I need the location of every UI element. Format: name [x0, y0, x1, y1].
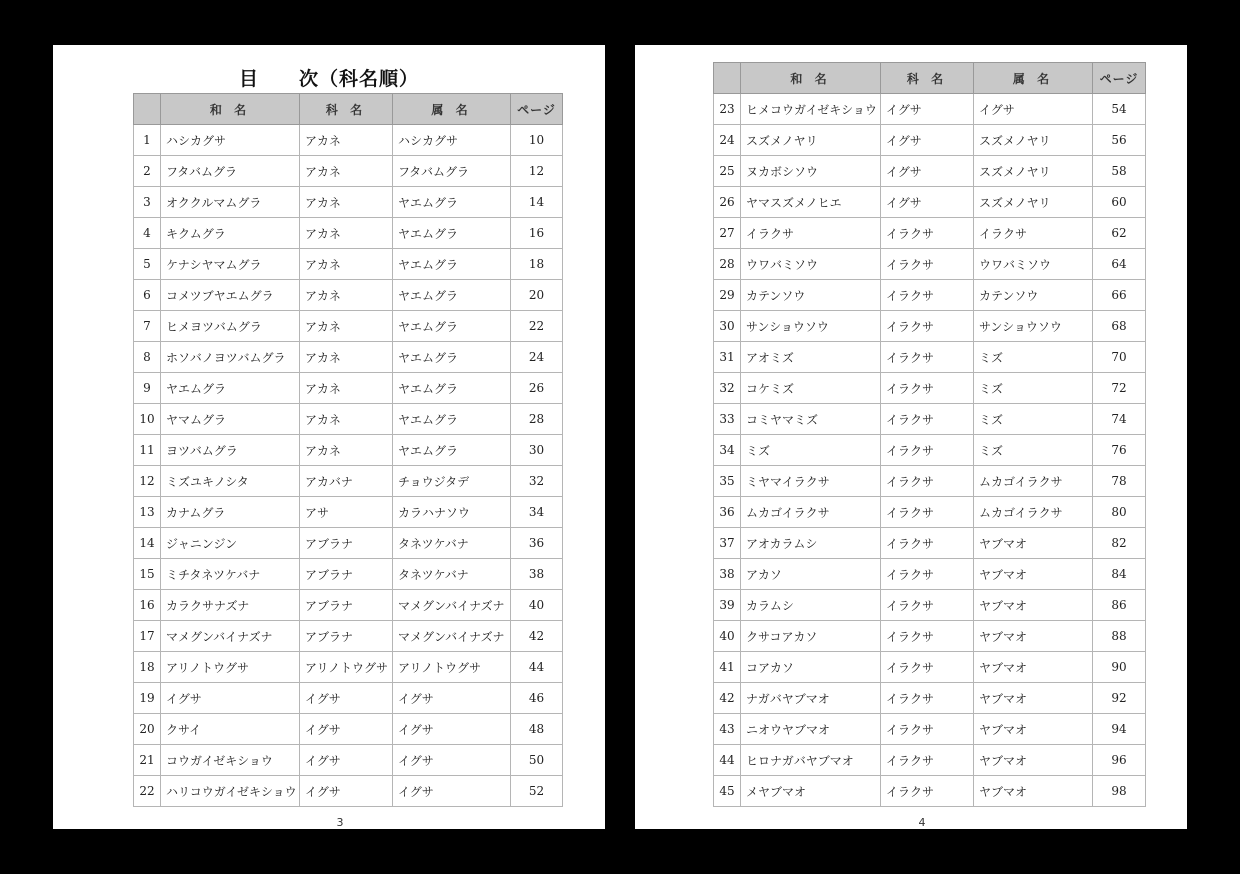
family-name: イラクサ: [881, 745, 974, 776]
genus-name: ムカゴイラクサ: [974, 497, 1093, 528]
genus-name: ヤエムグラ: [393, 435, 511, 466]
page-ref: 10: [511, 125, 563, 156]
entry-number: 44: [714, 745, 741, 776]
japanese-name: ミチタネツケバナ: [161, 559, 300, 590]
entry-number: 10: [134, 404, 161, 435]
genus-name: ヤエムグラ: [393, 249, 511, 280]
page-ref: 38: [511, 559, 563, 590]
genus-name: イグサ: [393, 745, 511, 776]
japanese-name: ミズ: [741, 435, 881, 466]
japanese-name: ケナシヤマムグラ: [161, 249, 300, 280]
page-ref: 82: [1093, 528, 1146, 559]
entry-number: 16: [134, 590, 161, 621]
japanese-name: フタバムグラ: [161, 156, 300, 187]
family-name: イラクサ: [881, 466, 974, 497]
japanese-name: コケミズ: [741, 373, 881, 404]
genus-name: ウワバミソウ: [974, 249, 1093, 280]
genus-name: タネツケバナ: [393, 559, 511, 590]
genus-name: イグサ: [974, 94, 1093, 125]
header-number: [134, 94, 161, 125]
page-ref: 70: [1093, 342, 1146, 373]
entry-number: 37: [714, 528, 741, 559]
page-ref: 18: [511, 249, 563, 280]
family-name: アカネ: [300, 342, 393, 373]
entry-number: 3: [134, 187, 161, 218]
entry-number: 30: [714, 311, 741, 342]
family-name: アカネ: [300, 125, 393, 156]
page-ref: 52: [511, 776, 563, 807]
japanese-name: カナムグラ: [161, 497, 300, 528]
table-row: [134, 373, 563, 404]
japanese-name: ハリコウガイゼキショウ: [161, 776, 300, 807]
entry-number: 2: [134, 156, 161, 187]
genus-name: カラハナソウ: [393, 497, 511, 528]
family-name: イグサ: [300, 714, 393, 745]
genus-name: ミズ: [974, 435, 1093, 466]
table-row: [714, 94, 1146, 125]
table-row: [134, 311, 563, 342]
header-genus: 属 名: [393, 94, 511, 125]
family-name: アブラナ: [300, 528, 393, 559]
table-row: [134, 249, 563, 280]
table-row: [714, 776, 1146, 807]
table-header-row: [714, 63, 1146, 94]
japanese-name: ホソバノヨツバムグラ: [161, 342, 300, 373]
genus-name: ヤブマオ: [974, 714, 1093, 745]
table-row: [714, 683, 1146, 714]
page-ref: 64: [1093, 249, 1146, 280]
family-name: アカネ: [300, 311, 393, 342]
genus-name: チョウジタデ: [393, 466, 511, 497]
family-name: イラクサ: [881, 683, 974, 714]
table-row: [134, 590, 563, 621]
page-ref: 14: [511, 187, 563, 218]
family-name: アカネ: [300, 218, 393, 249]
japanese-name: ヌカボシソウ: [741, 156, 881, 187]
table-row: [134, 280, 563, 311]
page-number-left: 3: [336, 816, 344, 829]
table-row: [714, 559, 1146, 590]
japanese-name: ヒロナガバヤブマオ: [741, 745, 881, 776]
page-ref: 66: [1093, 280, 1146, 311]
page-ref: 76: [1093, 435, 1146, 466]
page-ref: 42: [511, 621, 563, 652]
table-row: [714, 435, 1146, 466]
table-row: [714, 218, 1146, 249]
entry-number: 36: [714, 497, 741, 528]
entry-number: 34: [714, 435, 741, 466]
header-page: ページ: [511, 94, 563, 125]
genus-name: イグサ: [393, 714, 511, 745]
table-row: [714, 404, 1146, 435]
family-name: イラクサ: [881, 218, 974, 249]
table-header-row: [134, 94, 563, 125]
japanese-name: ヤマムグラ: [161, 404, 300, 435]
family-name: イラクサ: [881, 373, 974, 404]
family-name: アカネ: [300, 435, 393, 466]
family-name: アカネ: [300, 249, 393, 280]
page-number-right: 4: [918, 816, 926, 829]
family-name: イグサ: [300, 745, 393, 776]
japanese-name: カラムシ: [741, 590, 881, 621]
genus-name: ヤエムグラ: [393, 187, 511, 218]
japanese-name: アリノトウグサ: [161, 652, 300, 683]
genus-name: スズメノヤリ: [974, 156, 1093, 187]
toc-title: 目 次（科名順）: [238, 68, 419, 90]
family-name: イグサ: [300, 776, 393, 807]
toc-body-left: [134, 125, 563, 807]
japanese-name: サンショウソウ: [741, 311, 881, 342]
header-japanese-name: 和 名: [741, 63, 881, 94]
genus-name: マメグンバイナズナ: [393, 621, 511, 652]
genus-name: ヤエムグラ: [393, 373, 511, 404]
page-ref: 40: [511, 590, 563, 621]
toc-table-left: [133, 93, 563, 807]
entry-number: 21: [134, 745, 161, 776]
table-row: [714, 342, 1146, 373]
entry-number: 13: [134, 497, 161, 528]
family-name: アブラナ: [300, 559, 393, 590]
page-ref: 68: [1093, 311, 1146, 342]
family-name: イラクサ: [881, 404, 974, 435]
table-row: [134, 621, 563, 652]
japanese-name: キクムグラ: [161, 218, 300, 249]
page-ref: 54: [1093, 94, 1146, 125]
page-ref: 96: [1093, 745, 1146, 776]
japanese-name: カテンソウ: [741, 280, 881, 311]
entry-number: 17: [134, 621, 161, 652]
entry-number: 28: [714, 249, 741, 280]
entry-number: 38: [714, 559, 741, 590]
family-name: アカバナ: [300, 466, 393, 497]
table-row: [714, 187, 1146, 218]
header-family: 科 名: [881, 63, 974, 94]
table-row: [134, 218, 563, 249]
family-name: イグサ: [881, 187, 974, 218]
page-ref: 16: [511, 218, 563, 249]
family-name: イラクサ: [881, 280, 974, 311]
table-row: [134, 714, 563, 745]
family-name: イラクサ: [881, 714, 974, 745]
page-ref: 34: [511, 497, 563, 528]
family-name: イラクサ: [881, 435, 974, 466]
family-name: イラクサ: [881, 776, 974, 807]
entry-number: 11: [134, 435, 161, 466]
genus-name: アリノトウグサ: [393, 652, 511, 683]
page-ref: 62: [1093, 218, 1146, 249]
table-row: [714, 125, 1146, 156]
entry-number: 40: [714, 621, 741, 652]
table-row: [714, 497, 1146, 528]
table-row: [714, 528, 1146, 559]
japanese-name: コアカソ: [741, 652, 881, 683]
table-row: [714, 280, 1146, 311]
table-row: [714, 373, 1146, 404]
header-family: 科 名: [300, 94, 393, 125]
family-name: イグサ: [881, 125, 974, 156]
genus-name: スズメノヤリ: [974, 125, 1093, 156]
table-row: [134, 745, 563, 776]
japanese-name: ヒメヨツバムグラ: [161, 311, 300, 342]
family-name: アブラナ: [300, 621, 393, 652]
genus-name: ヤエムグラ: [393, 404, 511, 435]
page-ref: 36: [511, 528, 563, 559]
table-row: [134, 683, 563, 714]
page-ref: 60: [1093, 187, 1146, 218]
entry-number: 7: [134, 311, 161, 342]
entry-number: 1: [134, 125, 161, 156]
japanese-name: ヨツバムグラ: [161, 435, 300, 466]
header-number: [714, 63, 741, 94]
table-row: [714, 714, 1146, 745]
table-row: [134, 497, 563, 528]
page-ref: 50: [511, 745, 563, 776]
page-ref: 74: [1093, 404, 1146, 435]
family-name: イラクサ: [881, 497, 974, 528]
japanese-name: オククルマムグラ: [161, 187, 300, 218]
japanese-name: スズメノヤリ: [741, 125, 881, 156]
japanese-name: アカソ: [741, 559, 881, 590]
japanese-name: ジャニンジン: [161, 528, 300, 559]
genus-name: ヤブマオ: [974, 745, 1093, 776]
family-name: アカネ: [300, 187, 393, 218]
genus-name: マメグンバイナズナ: [393, 590, 511, 621]
table-row: [714, 652, 1146, 683]
genus-name: ヤブマオ: [974, 683, 1093, 714]
family-name: アブラナ: [300, 590, 393, 621]
page-ref: 46: [511, 683, 563, 714]
entry-number: 22: [134, 776, 161, 807]
japanese-name: クサイ: [161, 714, 300, 745]
genus-name: ヤブマオ: [974, 590, 1093, 621]
japanese-name: ミヤマイラクサ: [741, 466, 881, 497]
page-ref: 32: [511, 466, 563, 497]
entry-number: 27: [714, 218, 741, 249]
japanese-name: クサコアカソ: [741, 621, 881, 652]
page-ref: 22: [511, 311, 563, 342]
entry-number: 31: [714, 342, 741, 373]
family-name: イラクサ: [881, 311, 974, 342]
page-ref: 78: [1093, 466, 1146, 497]
page-ref: 88: [1093, 621, 1146, 652]
japanese-name: イラクサ: [741, 218, 881, 249]
family-name: イラクサ: [881, 528, 974, 559]
genus-name: ハシカグサ: [393, 125, 511, 156]
page-ref: 86: [1093, 590, 1146, 621]
entry-number: 29: [714, 280, 741, 311]
entry-number: 4: [134, 218, 161, 249]
japanese-name: ナガバヤブマオ: [741, 683, 881, 714]
entry-number: 41: [714, 652, 741, 683]
family-name: イラクサ: [881, 590, 974, 621]
page-ref: 28: [511, 404, 563, 435]
genus-name: サンショウソウ: [974, 311, 1093, 342]
toc-body-right: [714, 94, 1146, 807]
family-name: イラクサ: [881, 621, 974, 652]
genus-name: イグサ: [393, 683, 511, 714]
page-ref: 12: [511, 156, 563, 187]
genus-name: ミズ: [974, 373, 1093, 404]
japanese-name: イグサ: [161, 683, 300, 714]
table-row: [134, 435, 563, 466]
entry-number: 19: [134, 683, 161, 714]
genus-name: スズメノヤリ: [974, 187, 1093, 218]
table-row: [134, 559, 563, 590]
genus-name: ムカゴイラクサ: [974, 466, 1093, 497]
entry-number: 26: [714, 187, 741, 218]
japanese-name: コウガイゼキショウ: [161, 745, 300, 776]
japanese-name: ヤマスズメノヒエ: [741, 187, 881, 218]
table-row: [134, 528, 563, 559]
table-row: [134, 652, 563, 683]
entry-number: 5: [134, 249, 161, 280]
genus-name: ヤエムグラ: [393, 218, 511, 249]
genus-name: イラクサ: [974, 218, 1093, 249]
entry-number: 23: [714, 94, 741, 125]
family-name: イラクサ: [881, 559, 974, 590]
family-name: アサ: [300, 497, 393, 528]
family-name: イグサ: [300, 683, 393, 714]
genus-name: ヤブマオ: [974, 621, 1093, 652]
family-name: アカネ: [300, 156, 393, 187]
family-name: イラクサ: [881, 249, 974, 280]
page-ref: 72: [1093, 373, 1146, 404]
page-ref: 30: [511, 435, 563, 466]
genus-name: イグサ: [393, 776, 511, 807]
entry-number: 43: [714, 714, 741, 745]
page-ref: 26: [511, 373, 563, 404]
header-genus: 属 名: [974, 63, 1093, 94]
table-row: [134, 776, 563, 807]
page-ref: 90: [1093, 652, 1146, 683]
genus-name: ヤブマオ: [974, 652, 1093, 683]
table-row: [714, 156, 1146, 187]
family-name: イグサ: [881, 94, 974, 125]
table-row: [714, 745, 1146, 776]
japanese-name: メヤブマオ: [741, 776, 881, 807]
table-row: [134, 466, 563, 497]
page-ref: 58: [1093, 156, 1146, 187]
entry-number: 35: [714, 466, 741, 497]
japanese-name: ウワバミソウ: [741, 249, 881, 280]
entry-number: 6: [134, 280, 161, 311]
page-ref: 20: [511, 280, 563, 311]
japanese-name: ミズユキノシタ: [161, 466, 300, 497]
entry-number: 20: [134, 714, 161, 745]
family-name: イラクサ: [881, 652, 974, 683]
family-name: イグサ: [881, 156, 974, 187]
page-ref: 48: [511, 714, 563, 745]
toc-table-right: [713, 62, 1146, 807]
table-row: [134, 342, 563, 373]
page-ref: 24: [511, 342, 563, 373]
entry-number: 12: [134, 466, 161, 497]
entry-number: 14: [134, 528, 161, 559]
entry-number: 18: [134, 652, 161, 683]
table-row: [134, 187, 563, 218]
genus-name: ヤブマオ: [974, 776, 1093, 807]
genus-name: ミズ: [974, 342, 1093, 373]
genus-name: タネツケバナ: [393, 528, 511, 559]
page-ref: 84: [1093, 559, 1146, 590]
japanese-name: ニオウヤブマオ: [741, 714, 881, 745]
japanese-name: コメツブヤエムグラ: [161, 280, 300, 311]
family-name: アカネ: [300, 280, 393, 311]
entry-number: 33: [714, 404, 741, 435]
entry-number: 24: [714, 125, 741, 156]
japanese-name: カラクサナズナ: [161, 590, 300, 621]
family-name: イラクサ: [881, 342, 974, 373]
entry-number: 32: [714, 373, 741, 404]
genus-name: ヤエムグラ: [393, 342, 511, 373]
genus-name: カテンソウ: [974, 280, 1093, 311]
family-name: アカネ: [300, 404, 393, 435]
japanese-name: ヒメコウガイゼキショウ: [741, 94, 881, 125]
page-ref: 92: [1093, 683, 1146, 714]
table-row: [714, 621, 1146, 652]
entry-number: 8: [134, 342, 161, 373]
page-ref: 80: [1093, 497, 1146, 528]
japanese-name: ヤエムグラ: [161, 373, 300, 404]
table-row: [714, 311, 1146, 342]
japanese-name: アオカラムシ: [741, 528, 881, 559]
entry-number: 42: [714, 683, 741, 714]
page-ref: 56: [1093, 125, 1146, 156]
entry-number: 15: [134, 559, 161, 590]
family-name: アリノトウグサ: [300, 652, 393, 683]
table-row: [714, 590, 1146, 621]
family-name: アカネ: [300, 373, 393, 404]
page-ref: 94: [1093, 714, 1146, 745]
page-ref: 98: [1093, 776, 1146, 807]
table-row: [714, 466, 1146, 497]
japanese-name: ハシカグサ: [161, 125, 300, 156]
header-japanese-name: 和 名: [161, 94, 300, 125]
page-ref: 44: [511, 652, 563, 683]
genus-name: ヤブマオ: [974, 559, 1093, 590]
header-page: ページ: [1093, 63, 1146, 94]
table-row: [134, 156, 563, 187]
japanese-name: アオミズ: [741, 342, 881, 373]
entry-number: 39: [714, 590, 741, 621]
table-row: [134, 125, 563, 156]
genus-name: ヤブマオ: [974, 528, 1093, 559]
genus-name: ヤエムグラ: [393, 311, 511, 342]
genus-name: ヤエムグラ: [393, 280, 511, 311]
japanese-name: マメグンバイナズナ: [161, 621, 300, 652]
japanese-name: ムカゴイラクサ: [741, 497, 881, 528]
entry-number: 45: [714, 776, 741, 807]
table-row: [134, 404, 563, 435]
entry-number: 25: [714, 156, 741, 187]
genus-name: ミズ: [974, 404, 1093, 435]
genus-name: フタバムグラ: [393, 156, 511, 187]
entry-number: 9: [134, 373, 161, 404]
japanese-name: コミヤマミズ: [741, 404, 881, 435]
table-row: [714, 249, 1146, 280]
